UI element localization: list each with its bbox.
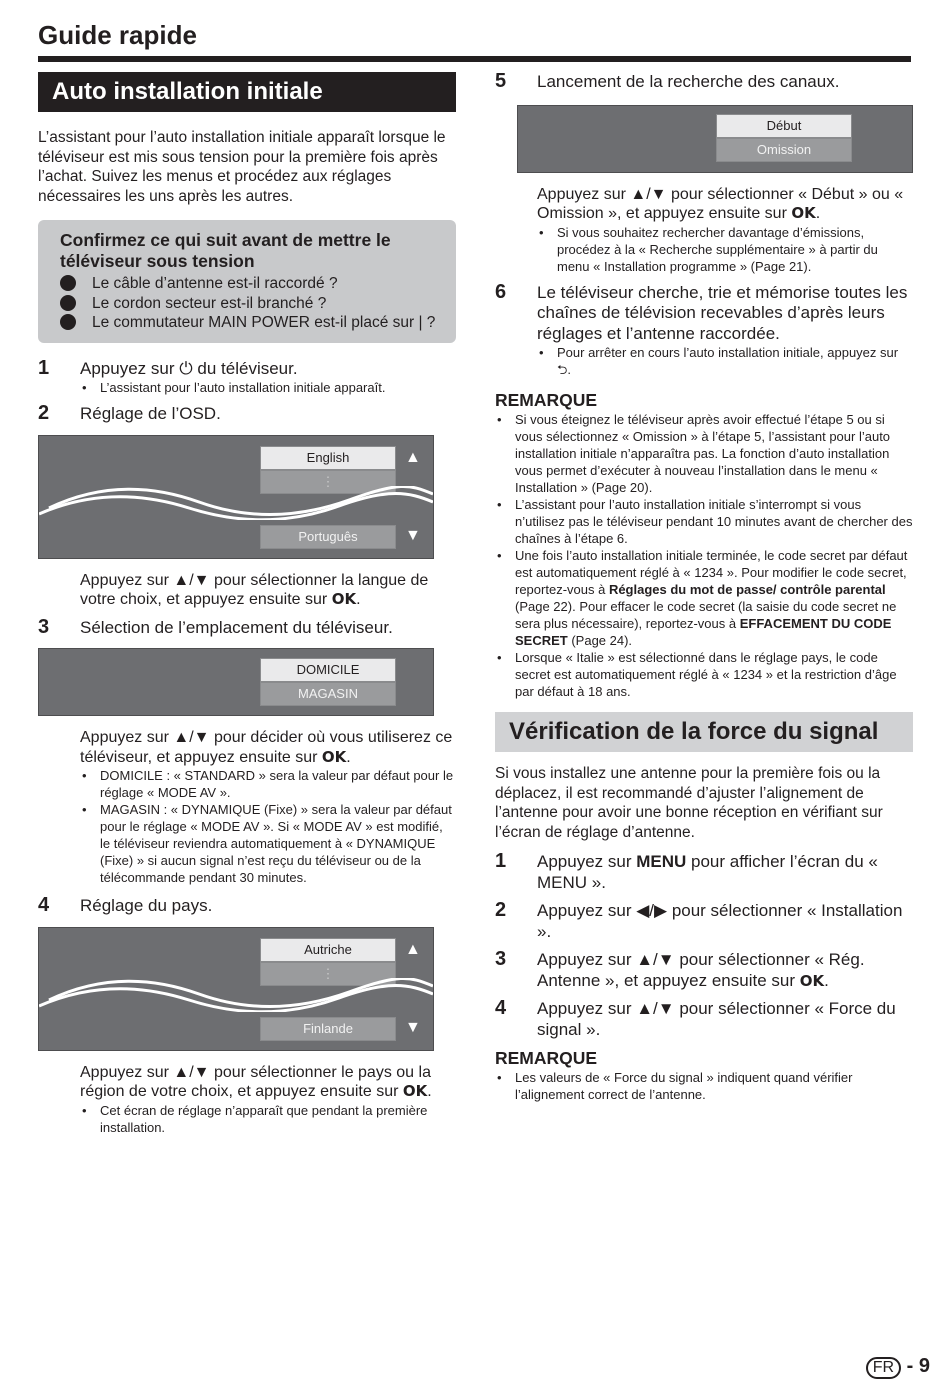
step-1: [38, 356, 456, 397]
step-3-bullets: [80, 767, 456, 886]
wave-break-icon: [39, 978, 433, 1012]
step-6-bullets: [537, 344, 913, 378]
step-number: 2: [38, 402, 50, 424]
step-title: Réglage de l’OSD.: [80, 404, 221, 423]
osd-language-screen: [38, 435, 434, 559]
menu-key: MENU: [636, 852, 687, 871]
section-title-signal: Vérification de la force du signal: [495, 712, 913, 752]
title-rule: [38, 56, 911, 62]
remark-item: • Si vous éteignez le téléviseur après avoir effectué l’étape 5 ou si vous sélectionnez « Omission » à l’étape 5, l’assistant pour l’auto installation initiale n’apparaîtra pas. La fonction d’auto installation vous permet d’exécuter à nouveau l’installation dans le menu « Installation » (Page 20).: [495, 411, 913, 496]
step-number: 4: [38, 894, 50, 916]
ok-key: OK: [402, 1082, 428, 1100]
bullet-item: • MAGASIN : « DYNAMIQUE (Fixe) » sera la valeur par défaut pour le réglage « MODE AV ». Si « MODE AV » est modifié, le téléviseur reviendra automatiquement à « DYNAMIQUE (Fixe) » si aucun signal n’est reçu du téléviseur ou de la télécommande pendant 30 minutes.: [80, 801, 456, 886]
confirm-title: Confirmez ce qui suit avant de mettre le téléviseur sous tension: [60, 230, 391, 271]
signal-step-4: [495, 999, 913, 1040]
language-badge: FR: [866, 1357, 901, 1379]
return-icon: ⮌: [557, 362, 568, 377]
remark-list: [495, 1069, 913, 1103]
signal-step-1: [495, 852, 913, 893]
right-column: [495, 72, 913, 1103]
remark-item: • Les valeurs de « Force du signal » indiquent quand vérifier l’alignement correct de l’antenne.: [495, 1069, 913, 1103]
step-5-bullets: [537, 224, 913, 275]
step-number: 3: [495, 948, 507, 970]
step-5: [495, 72, 913, 93]
bullet-item: • L’assistant pour l’auto installation initiale apparaît.: [80, 379, 456, 396]
step-title: Appuyez sur ⏻ du téléviseur.: [80, 358, 298, 378]
intro-paragraph: L’assistant pour l’auto installation initiale apparaît lorsque le téléviseur est mis sous tension pour la première fois après l’achat. Suivez les menus et procédez aux réglages nécessaires les uns après les autres.: [38, 129, 446, 205]
page-title: Guide rapide: [38, 20, 197, 50]
step-number: 1: [38, 356, 50, 379]
link-password-settings: Réglages du mot de passe/ contrôle parental: [608, 582, 886, 597]
step-number: 2: [495, 899, 507, 921]
country-screen: [38, 927, 434, 1051]
remark-list: [495, 411, 913, 700]
wave-break-icon: [39, 486, 433, 520]
confirm-list: [60, 274, 444, 333]
scroll-up-arrow-icon[interactable]: ▲: [405, 448, 421, 466]
ok-key: OK: [321, 747, 347, 766]
step-3: [38, 615, 456, 639]
signal-step-2: [495, 901, 913, 942]
confirm-item: Le commutateur MAIN POWER est-il placé sur | ?: [60, 313, 444, 333]
bullet-item: • Cet écran de réglage n’apparaît que pendant la première installation.: [80, 1102, 456, 1136]
left-column: [38, 72, 456, 1136]
step-4: [38, 896, 456, 917]
ok-key: OK: [791, 204, 816, 222]
country-option-more[interactable]: ⋮: [260, 962, 396, 986]
step-2: [38, 404, 456, 425]
channel-search-screen: [517, 105, 913, 173]
step-title: Appuyez sur ▲/▼ pour sélectionner « Force du signal ».: [537, 999, 896, 1039]
location-option-magasin[interactable]: MAGASIN: [260, 682, 396, 706]
step-title: Appuyez sur ◀/▶ pour sélectionner « Installation ».: [537, 901, 903, 941]
step-number: 1: [495, 850, 507, 872]
search-option-debut[interactable]: Début: [716, 114, 852, 138]
remark-item: • Une fois l’auto installation initiale terminée, le code secret par défaut est automatiquement réglé à « 1234 ». Pour modifier le code secret, reportez-vous à Réglages du mot de passe/ contrôle parental (Page 22). Pour effacer le code secret (la saisie du code secret ne sera plus nécessaire), reportez-vous à EFFACEMENT DU CODE SECRET (Page 24).: [495, 547, 913, 649]
scroll-down-arrow-icon[interactable]: ▼: [405, 1018, 421, 1036]
confirm-item: Le cordon secteur est-il branché ?: [60, 294, 444, 314]
confirm-box: [38, 220, 456, 343]
remark-item: • L’assistant pour l’auto installation initiale s’interrompt si vous n’utilisez pas le téléviseur pendant 10 minutes avant de chercher des chaînes à l’étape 6.: [495, 496, 913, 547]
page-number: - 9: [906, 1355, 930, 1377]
step-3-description: Appuyez sur ▲/▼ pour décider où vous utiliserez ce téléviseur, et appuyez ensuite sur OK.: [80, 729, 453, 766]
ok-key: OK: [799, 971, 825, 990]
bullet-item: • DOMICILE : « STANDARD » sera la valeur par défaut pour le réglage « MODE AV ».: [80, 767, 456, 801]
step-title: Appuyez sur ▲/▼ pour sélectionner « Rég. Antenne », et appuyez ensuite sur OK.: [537, 950, 865, 990]
signal-step-3: [495, 950, 913, 991]
signal-intro-paragraph: Si vous installez une antenne pour la première fois ou la déplacez, il est recommandé d’ajuster l’alignement de l’antenne pour avoir une bonne réception en vérifiant sur l’écran de réglage d’antenne.: [495, 765, 883, 841]
confirm-item: Le câble d’antenne est-il raccordé ?: [60, 274, 444, 294]
link-clear-secret-code: EFFACEMENT DU CODE SECRET: [515, 616, 892, 648]
search-option-omission[interactable]: Omission: [716, 138, 852, 162]
page-footer: [866, 1355, 930, 1379]
scroll-down-arrow-icon[interactable]: ▼: [405, 526, 421, 544]
bullet-item: • Pour arrêter en cours l’auto installation initiale, appuyez sur ⮌.: [537, 344, 913, 378]
ok-key: OK: [331, 590, 357, 608]
scroll-up-arrow-icon[interactable]: ▲: [405, 940, 421, 958]
bullet-item: • Si vous souhaitez rechercher davantage d’émissions, procédez à la « Recherche supplémentaire » à partir du menu « Installation programme » (Page 21).: [537, 224, 913, 275]
step-5-description: Appuyez sur ▲/▼ pour sélectionner « Début » ou « Omission », et appuyez ensuite sur OK.: [537, 185, 904, 222]
step-bullets: [80, 379, 456, 396]
step-4-bullets: [80, 1102, 456, 1136]
step-number: 6: [495, 280, 507, 303]
step-6: [495, 280, 913, 379]
step-2-description: Appuyez sur ▲/▼ pour sélectionner la langue de votre choix, et appuyez ensuite sur OK.: [80, 571, 429, 608]
section-title-auto-install: Auto installation initiale: [38, 72, 456, 112]
step-title: Sélection de l’emplacement du téléviseur.: [80, 617, 393, 637]
location-option-domicile[interactable]: DOMICILE: [260, 658, 396, 682]
location-screen: [38, 648, 434, 716]
step-title: Réglage du pays.: [80, 896, 213, 915]
language-option-more[interactable]: ⋮: [260, 470, 396, 494]
bullet-dot-icon: [60, 295, 76, 311]
step-title: Appuyez sur MENU pour afficher l’écran du « MENU ».: [537, 852, 878, 892]
step-number: 4: [495, 997, 507, 1019]
country-option-autriche[interactable]: Autriche: [260, 938, 396, 962]
remark-heading: REMARQUE: [495, 390, 598, 410]
remark-heading: REMARQUE: [495, 1048, 598, 1068]
power-icon: ⏻: [179, 358, 193, 378]
language-option-english[interactable]: English: [260, 446, 396, 470]
bullet-dot-icon: [60, 275, 76, 291]
remark-item: • Lorsque « Italie » est sélectionné dans le réglage pays, le code secret est automatiquement réglé à « 1234 » et la restriction d’âge par défaut à 18 ans.: [495, 649, 913, 700]
step-4-description: Appuyez sur ▲/▼ pour sélectionner le pays ou la région de votre choix, et appuyez ensuite sur OK.: [80, 1063, 432, 1100]
step-number: 3: [38, 615, 50, 638]
country-option-finlande[interactable]: Finlande: [260, 1017, 396, 1041]
step-title: Le téléviseur cherche, trie et mémorise toutes les chaînes de télévision recevables d’après leurs réglages et l’antenne raccordée.: [537, 282, 908, 343]
bullet-dot-icon: [60, 314, 76, 330]
language-option-portugues[interactable]: Português: [260, 525, 396, 549]
step-number: 5: [495, 70, 507, 92]
step-title: Lancement de la recherche des canaux.: [537, 72, 840, 91]
